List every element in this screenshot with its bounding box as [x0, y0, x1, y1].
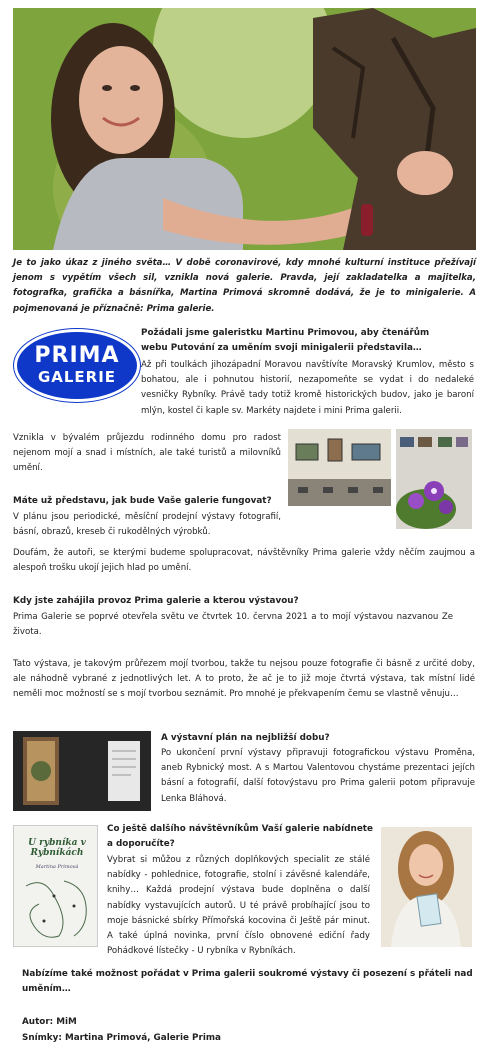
author-credit: Autor: MiM [22, 1017, 77, 1027]
section1-heading: Požádali jsme galeristku Martinu Primovou, aby čtenářům webu Putování za uměním svoji minigalerii představila… [141, 328, 430, 354]
intro-paragraph: Je to jako úkaz z jiného světa… V době coronavirové, kdy mnohé kulturní instituce přežívají jenom s vypětím všech sil, vznikla nová galerie. Pravda, její zakladatelka a majitelka, fotografka, grafička a básnířka, Martina Primová skromně dodává, že je to minigalerie. A pojmenovaná je příznačně: Prima galerie. [13, 258, 476, 314]
nabizime-paragraph: Nabízíme také možnost pořádat v Prima galerii soukromé výstavy či posezení s přáteli nad uměním… [22, 969, 473, 995]
question-zahajila: Kdy jste zahájila provoz Prima galerie a kterou výstavou? [13, 596, 299, 606]
doufam-paragraph: Doufám, že autoři, se kterými budeme spolupracovat, návštěvníky Prima galerie vždy něčím zaujmou a alespoň trošku ukojí jejich hlad po umění. [13, 548, 475, 574]
hero-photo-woman-with-tree [13, 8, 476, 250]
book-cover-photo [13, 825, 98, 947]
exhibition-photo [13, 731, 151, 811]
gallery-interior-illustration [288, 429, 391, 506]
question-nabidka: Co ještě dalšího návštěvníkům Vaší galerie nabídnete a doporučíte? [107, 824, 373, 850]
flower-gallery-photo [396, 429, 472, 529]
answer-zahajila: Prima Galerie se poprvé otevřela světu ve čtvrtek 10. června 2021 a to mojí výstavou nazvanou Ze života. [13, 612, 453, 638]
question-plan: A výstavní plán na nejbližší dobu? [161, 733, 330, 743]
photo-credit: Snímky: Martina Primová, Galerie Prima [22, 1033, 221, 1043]
answer-plan: Po ukončení první výstavy připravuji fotografickou výstavu Proměna, aneb Rybnický most. A s Martou Valentovou chystáme prezentaci jejích básní a fotografií, další fotovýstavu pro Prima galerii potom připravuje Lenka Bláhová. [161, 748, 475, 804]
girl-with-book-photo [381, 827, 472, 947]
logo-line-1: PRIMA [34, 343, 120, 368]
answer-nabidka: Vybrat si můžou z různých doplňkových specialit ze stálé nabídky - pohlednice, fotografie, stolní i závěsné kalendáře, knihy… Každá prodejní výstava bude doplněna o další nabídky vystavujících autorů. U té právě probíhající jsou to moje básnické sbírky Přímořská kocovina či Ještě pár minut. A také úplná novinka, první číslo obnovené ediční řady Pohádkové lístečky - U rybníka v Rybníkách. [107, 855, 370, 957]
prima-galerie-logo [14, 329, 140, 402]
gallery-interior-photo [288, 429, 391, 506]
flower-gallery-illustration [396, 429, 472, 529]
vystava-paragraph: Tato výstava, je takovým průřezem mojí tvorbou, takže tu nejsou pouze fotografie či básně z určité doby, ale náhodně vybrané z jednotlivých let. A to proto, že ač je to již moje čtvrtá výstava, tak místní lidé neměli moc možností se s mojí tvorbou seznámit. Pro mnohé je překvapením čemu se vlastně věnuju… [13, 659, 475, 700]
logo-line-2: GALERIE [37, 368, 117, 386]
book-author: Martina Primová [35, 864, 79, 870]
book-map-illustration [14, 826, 97, 946]
book-title: U rybníka v Rybníkách [28, 838, 86, 858]
vznikla-paragraph: Vznikla v bývalém průjezdu rodinného domu pro radost nejenom mojí a snad i místních, ale také turistů a milovníků umění. [13, 433, 281, 474]
hero-photo-illustration [13, 8, 476, 250]
exhibition-illustration [13, 731, 151, 811]
girl-illustration [381, 827, 472, 947]
question-predstava: Máte už představu, jak bude Vaše galerie fungovat? [13, 496, 272, 506]
section1-text: Až při toulkách jihozápadní Moravou navštívíte Moravský Krumlov, město s bohatou, ale i pohnutou historií, nezapomeňte se vydat i do nedaleké vesničky Rybníky. Právě tady totiž kromě historických budov, jako je baroní mlýn, kostel či kaple sv. Markéty najdete i mini Prima galerii. [141, 360, 474, 416]
answer-predstava: V plánu jsou periodické, měsíční prodejní výstavy fotografií, básní, obrazů, kreseb či rukodělných výrobků. [13, 512, 281, 538]
